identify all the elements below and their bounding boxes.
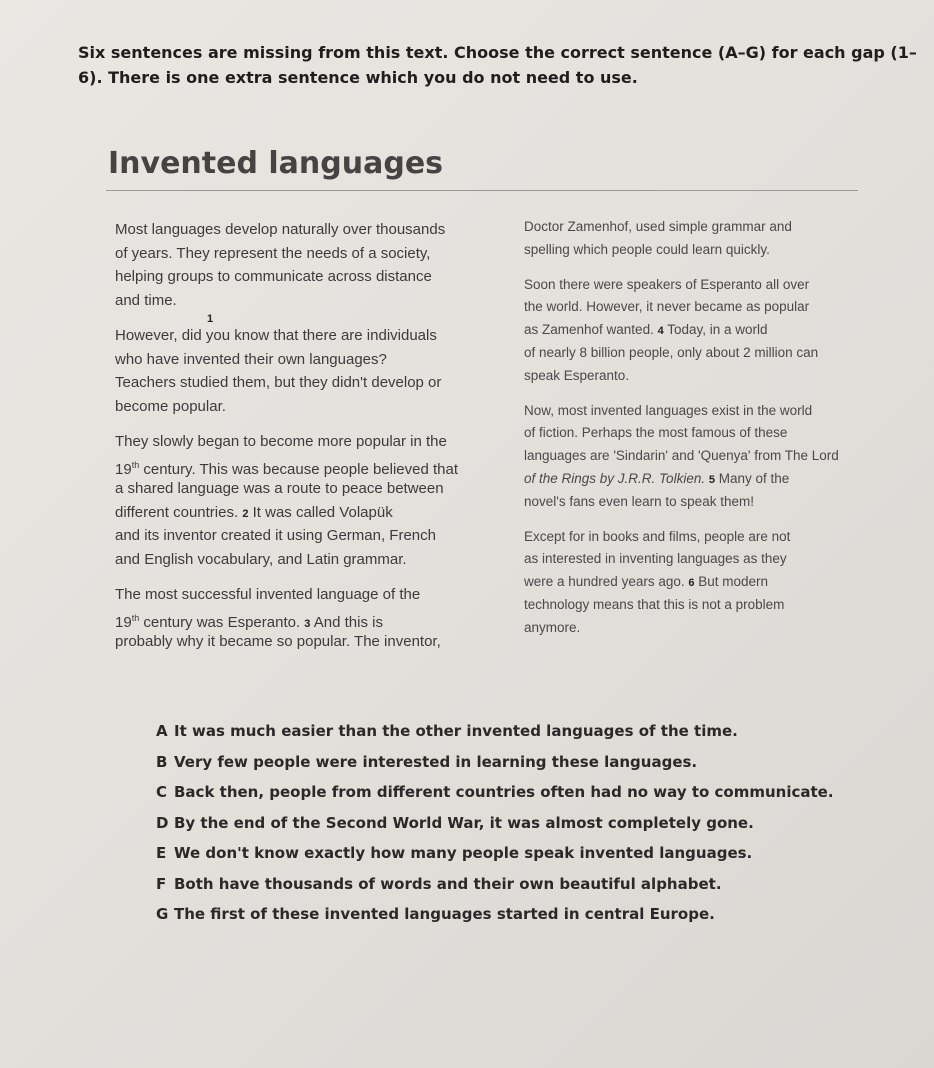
text-line [115, 265, 458, 289]
option-letter: C [156, 783, 168, 801]
answer-option [156, 838, 834, 869]
text-line [524, 319, 839, 342]
text-line [524, 526, 839, 549]
line-text: of fiction. Perhaps the most famous of these [524, 425, 788, 441]
text-line [115, 418, 458, 430]
title-divider [106, 190, 858, 191]
answer-option [156, 899, 834, 930]
gap-marker: 6 [688, 577, 695, 590]
line-text: of years. They represent the needs of a society, [115, 244, 431, 262]
line-text: Soon there were speakers of Esperanto all over [524, 276, 810, 292]
option-text: It was much easier than the other invented languages of the time. [174, 722, 738, 740]
line-text: Most languages develop naturally over thousands [115, 221, 446, 238]
line-text: probably why it became so popular. The inventor, [115, 633, 441, 650]
line-text: helping groups to communicate across distance [115, 268, 432, 285]
text-line [115, 583, 458, 607]
line-text: languages are 'Sindarin' and 'Quenya' from The Lord [524, 448, 839, 464]
text-line [524, 571, 839, 594]
line-text: century. This was because people believed that [139, 460, 459, 478]
answer-option [156, 808, 834, 839]
line-text: They slowly began to become more popular in the [115, 433, 447, 450]
article-left-column [115, 218, 458, 654]
option-text: By the end of the Second World War, it was almost completely gone. [174, 813, 754, 832]
line-text: However, did you know that there are individuals [115, 327, 437, 344]
century-number: 19 [115, 613, 132, 631]
option-letter: D [156, 813, 169, 832]
century-suffix: th [131, 612, 140, 623]
gap-marker: 5 [708, 473, 715, 486]
option-text: Back then, people from different countries often had no way to communicate. [174, 783, 834, 801]
text-line [115, 395, 458, 419]
text-line [524, 262, 839, 274]
text-line [115, 630, 458, 654]
line-text: different countries. [115, 503, 239, 521]
line-text: become popular. [115, 397, 226, 415]
line-text: century was Esperanto. [139, 613, 301, 631]
text-line [115, 218, 458, 242]
text-line [524, 594, 839, 617]
text-line [524, 468, 839, 491]
text-line [524, 400, 839, 423]
line-text: and its inventor created it using German, French [115, 527, 436, 544]
text-line [115, 289, 458, 313]
text-line [115, 242, 458, 266]
text-line [524, 365, 839, 388]
text-line [115, 348, 458, 372]
text-line [524, 617, 839, 640]
text-line [524, 239, 839, 262]
text-line [115, 371, 458, 395]
answer-option [156, 869, 834, 900]
article-title: Invented languages [108, 146, 444, 181]
line-text: Except for in books and films, people are not [524, 528, 791, 544]
line-text: as interested in inventing languages as they [524, 551, 787, 567]
line-text: Now, most invented languages exist in the world [524, 402, 813, 418]
option-letter: G [156, 905, 169, 923]
line-text: who have invented their own languages? [115, 350, 387, 368]
text-line [524, 296, 839, 319]
line-text: and time. [115, 291, 177, 309]
text-line [115, 548, 458, 572]
answer-option [156, 716, 834, 747]
option-text: We don't know exactly how many people speak invented languages. [174, 844, 753, 862]
line-text: It was called Volapük [248, 503, 393, 521]
text-line [115, 477, 458, 501]
line-text: The most successful invented language of the [115, 586, 421, 603]
option-text: Both have thousands of words and their own beautiful alphabet. [174, 874, 722, 893]
line-text: speak Esperanto. [524, 367, 630, 383]
line-text: the world. However, it never became as popular [524, 299, 810, 315]
line-text: Doctor Zamenhof, used simple grammar and [524, 219, 792, 234]
text-line [524, 274, 839, 297]
answer-option [156, 747, 834, 778]
option-text: The first of these invented languages started in central Europe. [174, 905, 715, 923]
gap-marker: 3 [304, 617, 311, 630]
line-text: of the Rings by J.R.R. Tolkien. [524, 470, 706, 486]
line-text: and English vocabulary, and Latin grammar. [115, 550, 407, 568]
line-text: novel's fans even learn to speak them! [524, 493, 754, 509]
line-text: were a hundred years ago. [524, 574, 685, 590]
text-line [524, 422, 839, 445]
answer-option [156, 777, 834, 808]
text-line [524, 491, 839, 514]
line-text: Today, in a world [663, 322, 768, 338]
task-instructions: Six sentences are missing from this text. Choose the correct sentence (A–G) for each gap (1–6). There is one extra sentence which you do not need to use. [78, 43, 917, 87]
text-line [115, 430, 458, 454]
line-text: spelling which people could learn quickly. [524, 241, 770, 257]
text-line [115, 312, 458, 324]
line-text: And this is [310, 613, 383, 631]
text-line [115, 524, 458, 548]
line-text: technology means that this is not a problem [524, 596, 785, 612]
option-text: Very few people were interested in learning these languages. [174, 752, 698, 771]
option-letter: B [156, 752, 168, 771]
line-text: anymore. [524, 619, 581, 635]
text-line [524, 342, 839, 365]
option-letter: E [156, 844, 167, 862]
text-line [524, 445, 839, 468]
answer-options-list [156, 716, 834, 930]
text-line [524, 216, 839, 239]
text-line [524, 514, 839, 526]
line-text: of nearly 8 billion people, only about 2 million can [524, 344, 819, 360]
gap-marker: 4 [657, 325, 664, 338]
option-letter: F [156, 874, 167, 893]
text-line [115, 454, 458, 478]
gap-marker: 2 [242, 507, 249, 520]
option-letter: A [156, 722, 168, 740]
text-line [115, 324, 458, 348]
text-line [524, 548, 839, 571]
text-line [115, 607, 458, 631]
text-line [115, 501, 458, 525]
line-text: Many of the [714, 470, 790, 486]
line-text: as Zamenhof wanted. [524, 322, 654, 338]
century-number: 19 [115, 460, 132, 478]
text-line [524, 388, 839, 400]
line-text: Teachers studied them, but they didn't develop or [115, 374, 442, 391]
century-suffix: th [131, 459, 140, 470]
gap-marker: 1 [207, 313, 214, 325]
line-text: a shared language was a route to peace between [115, 480, 444, 497]
text-line [115, 571, 458, 583]
article-right-column [524, 216, 839, 640]
line-text: But modern [694, 574, 769, 590]
